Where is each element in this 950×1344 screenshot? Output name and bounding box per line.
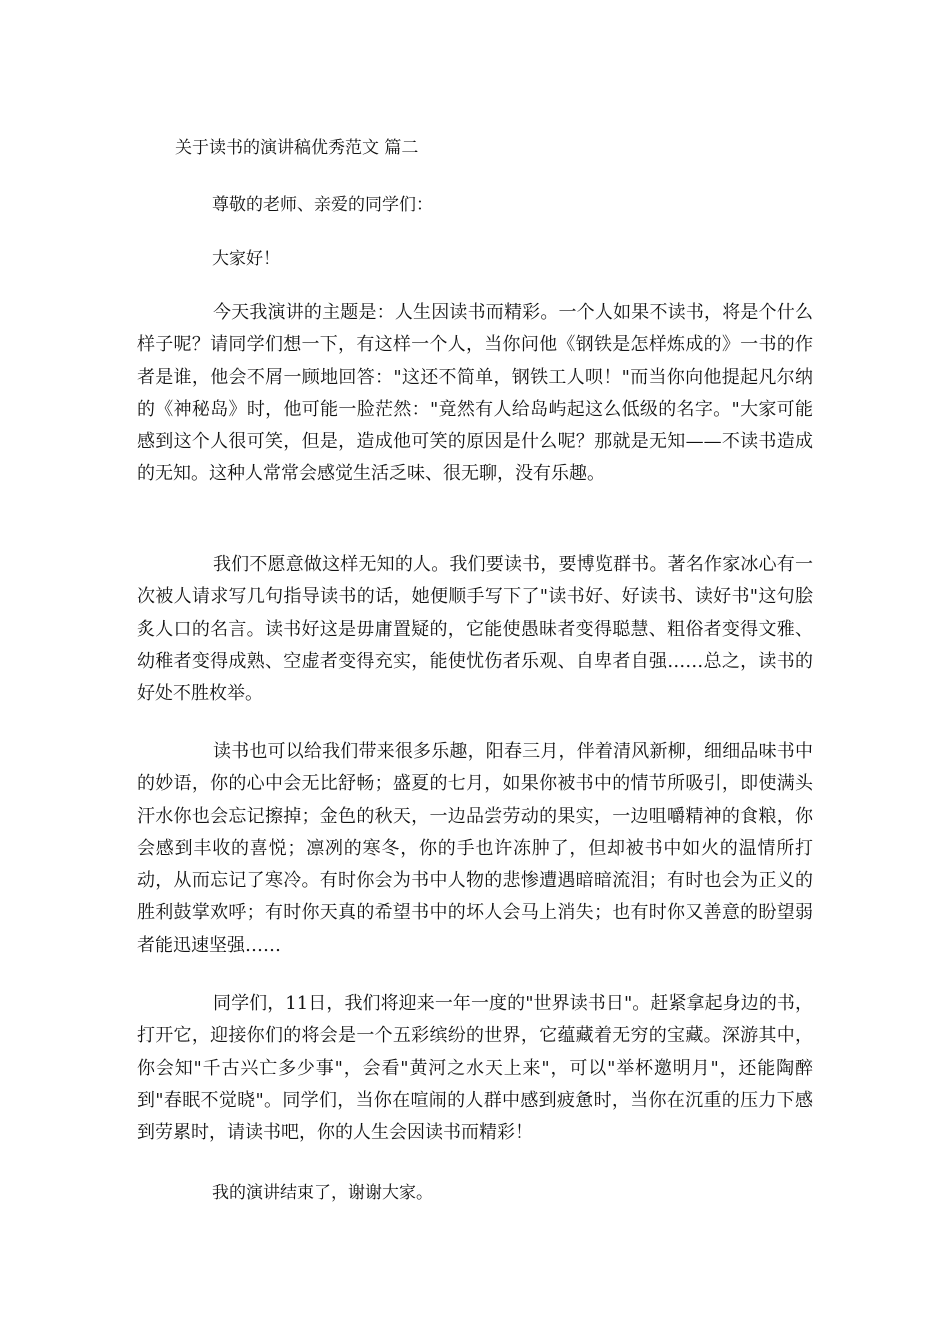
greeting: 大家好！ bbox=[212, 249, 280, 269]
closing: 我的演讲结束了，谢谢大家。 bbox=[212, 1183, 433, 1203]
paragraph-4: 同学们，11日，我们将迎来一年一度的"世界读书日"。赶紧拿起身边的书，打开它，迎接你们的将会是一个五彩缤纷的世界，它蕴藏着无穷的宝藏。深游其中，你会知"千古兴亡多少事"，会看"黄河之水天上来"，可以"举杯邀明月"，还能陶醉到"春眠不觉晓"。同学们，当你在喧闹的人群中感到疲惫时，当你在沉重的压力下感到劳累时，请读书吧，你的人生会因读书而精彩！ bbox=[137, 993, 813, 1144]
paragraph-3: 读书也可以给我们带来很多乐趣，阳春三月，伴着清风新柳，细细品味书中的妙语，你的心中会无比舒畅；盛夏的七月，如果你被书中的情节所吸引，即使满头汗水你也会忘记擦掉；金色的秋天，一边品尝劳动的果实，一边咀嚼精神的食粮，你会感到丰收的喜悦；凛冽的寒冬，你的手也许冻肿了，但却被书中如火的温情所打动，从而忘记了寒冷。有时你会为书中人物的悲惨遭遇暗暗流泪；有时也会为正义的胜利鼓掌欢呼；有时你天真的希望书中的坏人会马上消失；也有时你又善意的盼望弱者能迅速坚强…… bbox=[137, 741, 813, 956]
salutation: 尊敬的老师、亲爱的同学们： bbox=[212, 195, 433, 215]
paragraph-2: 我们不愿意做这样无知的人。我们要读书，要博览群书。著名作家冰心有一次被人请求写几句指导读书的话，她便顺手写下了"读书好、好读书、读好书"这句脍炙人口的名言。读书好这是毋庸置疑的，它能使愚昧者变得聪慧、粗俗者变得文雅、幼稚者变得成熟、空虚者变得充实，能使忧伤者乐观、自卑者自强……总之，读书的好处不胜枚举。 bbox=[137, 554, 813, 705]
document-title: 关于读书的演讲稿优秀范文 篇二 bbox=[175, 138, 419, 158]
paragraph-1: 今天我演讲的主题是：人生因读书而精彩。一个人如果不读书，将是个什么样子呢？请同学们想一下，有这样一个人，当你问他《钢铁是怎样炼成的》一书的作者是谁，他会不屑一顾地回答："这还不简单，钢铁工人呗！"而当你向他提起凡尔纳的《神秘岛》时，他可能一脸茫然："竟然有人给岛屿起这么低级的名字。"大家可能感到这个人很可笑，但是，造成他可笑的原因是什么呢？那就是无知——不读书造成的无知。这种人常常会感觉生活乏味、很无聊，没有乐趣。 bbox=[137, 302, 813, 485]
